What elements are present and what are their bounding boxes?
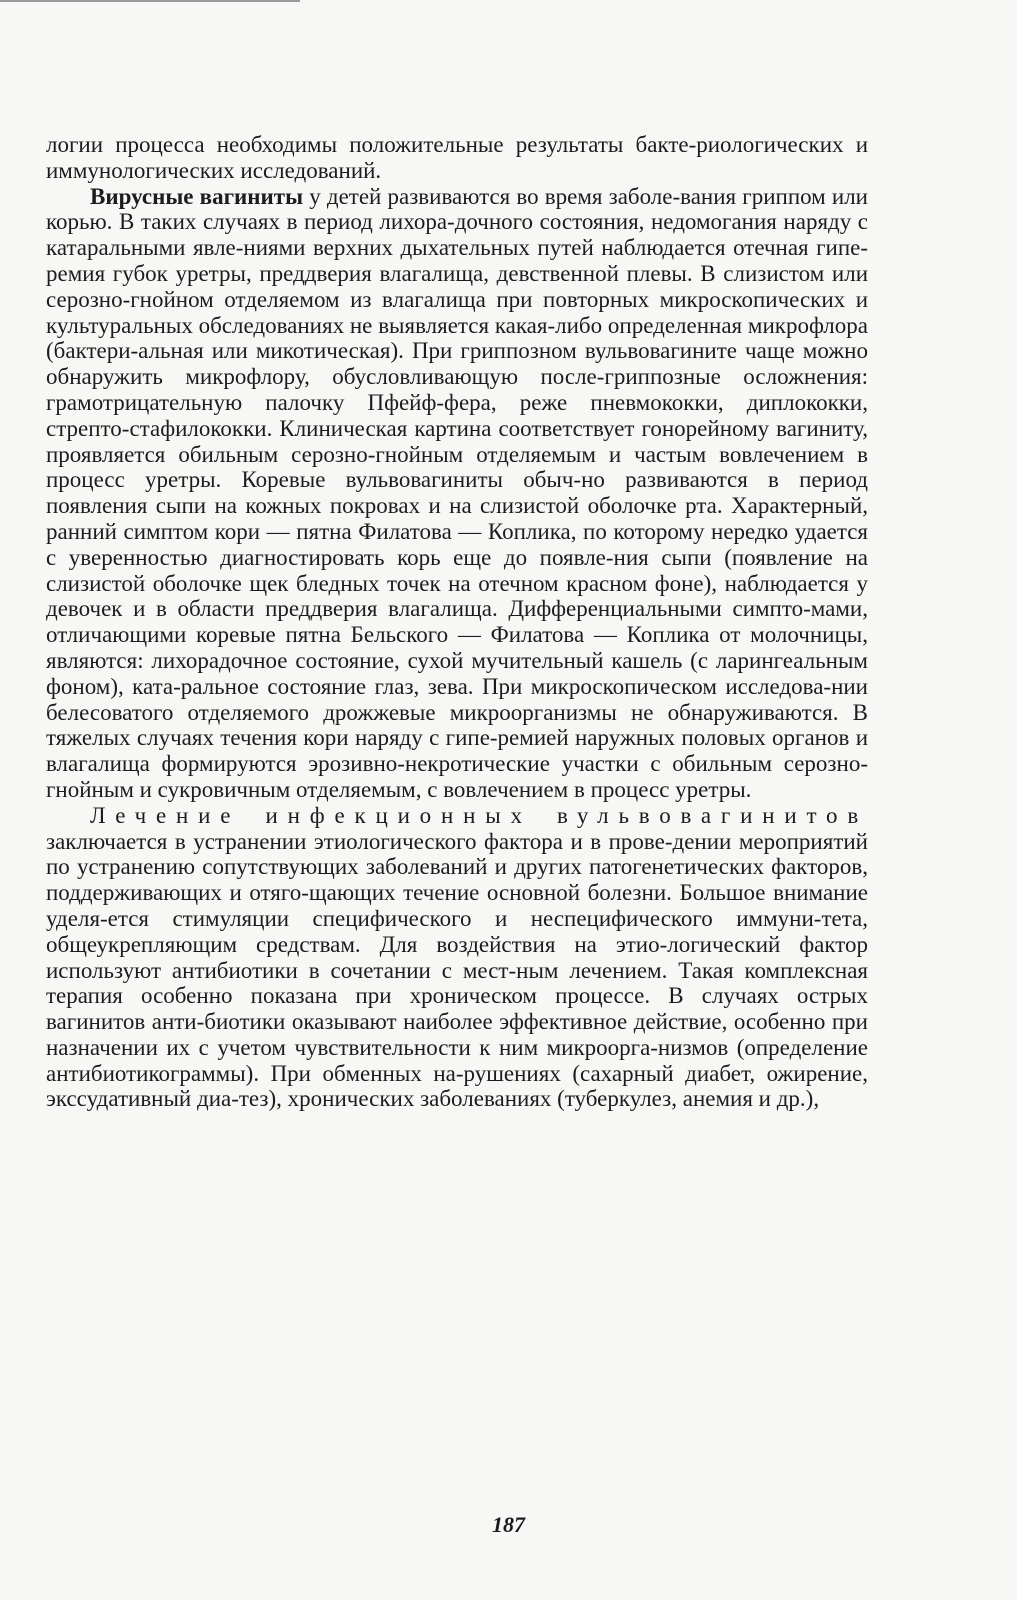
page-number: 187 — [492, 1512, 525, 1537]
top-rule — [0, 0, 300, 2]
paragraph-lead-spaced: Лечение инфекционных вульвовагинитов — [90, 802, 868, 828]
page-body — [46, 132, 868, 1112]
paragraph-text: заключается в устранении этиологического фактора и в прове-дении мероприятий по устранению сопутствующих заболеваний и других патогенетических факторов, поддерживающих и отяго-щающих течение основной болезни. Большое внимание уделя-ется стимуляции специфического и неспецифического иммуни-тета, общеукрепляющим средствам. Для воздействия на этио-логический фактор используют антибиотики в сочетании с мест-ным лечением. Такая комплексная терапия особенно показана при хроническом процессе. В случаях острых вагинитов анти-биотики оказывают наиболее эффективное действие, особенно при назначении их с учетом чувствительности к ним микроорга-низмов (определение антибиотикограммы). При обменных на-рушениях (сахарный диабет, ожирение, экссудативный диа-тез), хронических заболеваниях (туберкулез, анемия и др.), — [46, 828, 868, 1112]
paragraph-text: у детей развиваются во время заболе-вания гриппом или корью. В таких случаях в период лихора-дочного состояния, недомогания наряду с катаральными явле-ниями верхних дыхательных путей наблюдается отечная гипе-ремия губок уретры, преддверия влагалища, девственной плевы. В слизистом или серозно-гнойном отделяемом из влагалища при повторных микроскопических и культуральных обследованиях не выявляется какая-либо определенная микрофлора (бактери-альная или микотическая). При гриппозном вульвовагините чаще можно обнаружить микрофлору, обусловливающую после-гриппозные осложнения: грамотрицательную палочку Пфейф-фера, реже пневмококки, диплококки, стрепто-стафилококки. Клиническая картина соответствует гонорейному вагиниту, проявляется обильным серозно-гнойным отделяемым и частым вовлечением в процесс уретры. Коревые вульвовагиниты обыч-но развиваются в период появления сыпи на кожных покровах и на слизистой оболочке рта. Характерный, ранний симптом кори — пятна Филатова — Коплика, по которому нередко удается с уверенностью диагностировать корь еще до появле-ния сыпи (появление на слизистой оболочке щек бледных точек на отечном красном фоне), наблюдается у девочек и в области преддверия влагалища. Дифференциальными симпто-мами, отличающими коревые пятна Бельского — Филатова — Коплика от молочницы, являются: лихорадочное состояние, сухой мучительный кашель (с ларингеальным фоном), ката-ральное состояние глаз, зева. При микроскопическом исследова-нии белесоватого отделяемого дрожжевые микроорганизмы не обнаруживаются. В тяжелых случаях течения кори наряду с гипе-ремией наружных половых органов и влагалища формируются эрозивно-некротические участки с обильным серозно-гнойным и сукровичным отделяемым, с вовлечением в процесс уретры. — [46, 183, 868, 802]
paragraph-continuation — [46, 132, 868, 184]
paragraph-viral-vaginitis — [46, 184, 868, 803]
paragraph-text: логии процесса необходимы положительные результаты бакте-риологических и иммунологических исследований. — [46, 132, 868, 183]
paragraph-lead-heading: Вирусные вагиниты — [90, 183, 304, 209]
paragraph-treatment — [46, 803, 868, 1113]
